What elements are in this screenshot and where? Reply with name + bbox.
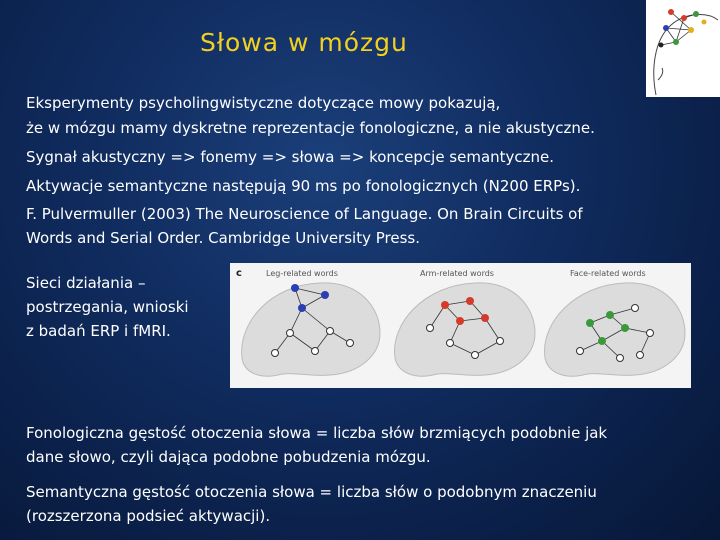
side-note-line: Sieci działania – — [26, 274, 146, 292]
intro-line-2: że w mózgu mamy dyskretne reprezentacje fonologiczne, a nie akustyczne. — [26, 119, 595, 137]
brain-networks-figure — [230, 263, 691, 388]
erp-timing-text: Aktywacje semantyczne następują 90 ms po fonologicznych (N200 ERPs). — [26, 177, 581, 195]
node-leg — [287, 330, 294, 337]
node-arm — [456, 317, 464, 325]
node-arm — [427, 325, 434, 332]
semantic-density-line-2: (rozszerzona podsieć aktywacji). — [26, 507, 271, 525]
node-face — [621, 324, 629, 332]
signal-chain-text: Sygnał akustyczny => fonemy => słowa => koncepcje semantyczne. — [26, 148, 555, 166]
brain-network-thumbnail — [646, 0, 720, 97]
side-note-line: z badań ERP i fMRI. — [26, 322, 171, 340]
reference-line-1: F. Pulvermuller (2003) The Neuroscience of Language. On Brain Circuits of — [26, 205, 583, 223]
node-leg — [291, 284, 299, 292]
node-face — [606, 311, 614, 319]
node-face — [637, 352, 644, 359]
node-leg — [347, 340, 354, 347]
node-face — [617, 355, 624, 362]
brain-outline-leg — [242, 283, 380, 376]
node-arm — [472, 352, 479, 359]
node-arm — [481, 314, 489, 322]
node-face — [647, 330, 654, 337]
phonological-density-line-1: Fonologiczna gęstość otoczenia słowa = liczba słów brzmiących podobnie jak — [26, 424, 608, 442]
node-leg — [272, 350, 279, 357]
node-face — [586, 319, 594, 327]
semantic-density-line-1: Semantyczna gęstość otoczenia słowa = liczba słów o podobnym znaczeniu — [26, 483, 597, 501]
panel-label-face: Face-related words — [570, 269, 646, 278]
side-note — [26, 271, 226, 343]
reference-line-2: Words and Serial Order. Cambridge University Press. — [26, 229, 420, 247]
node-face — [598, 337, 606, 345]
brain-outline-arm — [395, 283, 535, 376]
node-arm — [447, 340, 454, 347]
node-leg — [312, 348, 319, 355]
panel-label-arm: Arm-related words — [420, 269, 494, 278]
node-leg — [327, 328, 334, 335]
intro-line-1: Eksperymenty psycholingwistyczne dotyczące mowy pokazują, — [26, 94, 501, 112]
node-arm — [466, 297, 474, 305]
phonological-density-line-2: dane słowo, czyli dająca podobne pobudzenia mózgu. — [26, 448, 431, 466]
node-face — [632, 305, 639, 312]
node-arm — [441, 301, 449, 309]
slide-title: Słowa w mózgu — [200, 28, 408, 57]
side-note-line: postrzegania, wnioski — [26, 298, 189, 316]
node-arm — [497, 338, 504, 345]
panel-label-leg: Leg-related words — [266, 269, 338, 278]
panel-letter: c — [236, 268, 242, 279]
brain-outline-face — [545, 283, 685, 376]
node-leg — [298, 304, 306, 312]
node-leg — [321, 291, 329, 299]
node-face — [577, 348, 584, 355]
